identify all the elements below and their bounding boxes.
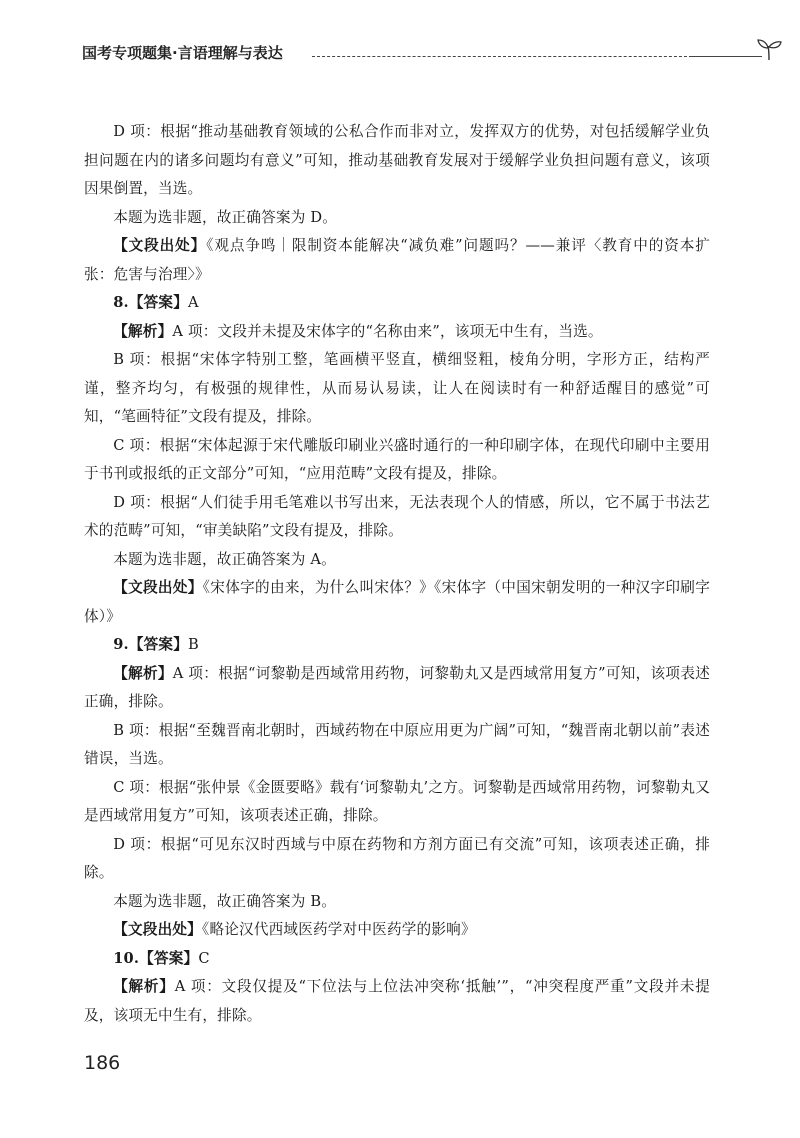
paragraph: D 项：根据“可见东汉时西域与中原在药物和方剂方面已有交流”可知，该项表述正确，排除。 xyxy=(84,835,710,881)
analysis-label: 【解析】 xyxy=(113,322,173,340)
answer-label: 10.【答案】 xyxy=(113,949,199,967)
source-label: 【文段出处】 xyxy=(113,237,207,254)
source-paragraph: 【文段出处】《宋体字的由来，为什么叫宋体？》《宋体字（中国宋朝发明的一种汉字印刷字体）》 xyxy=(84,579,711,625)
paragraph: C 项：根据“宋体起源于宋代雕版印刷业兴盛时通行的一种印刷字体，在现代印刷中主要用于书刊或报纸的正文部分”可知，“应用范畴”文段有提及，排除。 xyxy=(84,436,710,482)
source-label: 【文段出处】 xyxy=(113,921,202,938)
header-title: 国考专项题集·言语理解与表达 xyxy=(82,44,283,62)
analysis-label: 【解析】 xyxy=(113,978,175,995)
paragraph: B 项：根据“至魏晋南北朝时，西域药物在中原应用更为广阔”可知，“魏晋南北朝以前”表述错误，当选。 xyxy=(84,721,710,767)
paragraph: D 项：根据“推动基础教育领域的公私合作而非对立，发挥双方的优势，对包括缓解学业负担问题在内的诸多问题均有意义”可知，推动基础教育发展对于缓解学业负担问题有意义，该项因果倒置，当选。 xyxy=(84,123,710,197)
answer-explanations xyxy=(84,118,710,1030)
header-rule-end xyxy=(692,56,762,57)
analysis-paragraph: 【解析】A 项：文段并未提及宋体字的“名称由来”，该项无中生有，当选。 xyxy=(113,322,603,340)
paragraph: 本题为选非题，故正确答案为 A。 xyxy=(113,550,336,568)
analysis-label: 【解析】 xyxy=(113,664,173,682)
paragraph: 本题为选非题，故正确答案为 D。 xyxy=(113,208,338,226)
answer-paragraph: 8.【答案】A xyxy=(113,294,199,311)
source-label: 【文段出处】 xyxy=(113,579,203,596)
header-rule xyxy=(312,56,692,57)
analysis-paragraph: 【解析】A 项：文段仅提及“下位法与上位法冲突称‘抵触’”，“冲突程度严重”文段并未提及，该项无中生有，排除。 xyxy=(84,978,710,1024)
source-paragraph: 【文段出处】《观点争鸣｜限制资本能解决“减负难”问题吗？——兼评〈教育中的资本扩张：危害与治理〉》 xyxy=(84,237,710,283)
answer-label: 8.【答案】 xyxy=(113,294,188,311)
answer-label: 9.【答案】 xyxy=(113,636,188,653)
running-header xyxy=(82,36,720,66)
page-number: 186 xyxy=(84,1052,121,1074)
paragraph: C 项：根据“张仲景《金匮要略》载有‘诃黎勒丸’之方。诃黎勒是西域常用药物，诃黎勒丸又是西域常用复方”可知，该项表述正确，排除。 xyxy=(84,778,710,824)
answer-paragraph: 10.【答案】C xyxy=(113,949,210,967)
sprout-icon xyxy=(754,36,784,62)
answer-paragraph: 9.【答案】B xyxy=(113,636,199,653)
analysis-paragraph: 【解析】A 项：根据“诃黎勒是西域常用药物，诃黎勒丸又是西域常用复方”可知，该项表述正确，排除。 xyxy=(84,664,711,710)
paragraph: D 项：根据“人们徒手用毛笔难以书写出来，无法表现个人的情感，所以，它不属于书法艺术的范畴”可知，“审美缺陷”文段有提及，排除。 xyxy=(84,493,710,539)
source-paragraph: 【文段出处】《略论汉代西域医药学对中医药学的影响》 xyxy=(113,921,476,938)
paragraph: B 项：根据“宋体字特别工整，笔画横平竖直，横细竖粗，棱角分明，字形方正，结构严谨，整齐均匀，有极强的规律性，从而易认易读，让人在阅读时有一种舒适醒目的感觉”可知，“笔画特征”文段有提及，排除。 xyxy=(84,351,710,425)
paragraph: 本题为选非题，故正确答案为 B。 xyxy=(113,892,337,910)
